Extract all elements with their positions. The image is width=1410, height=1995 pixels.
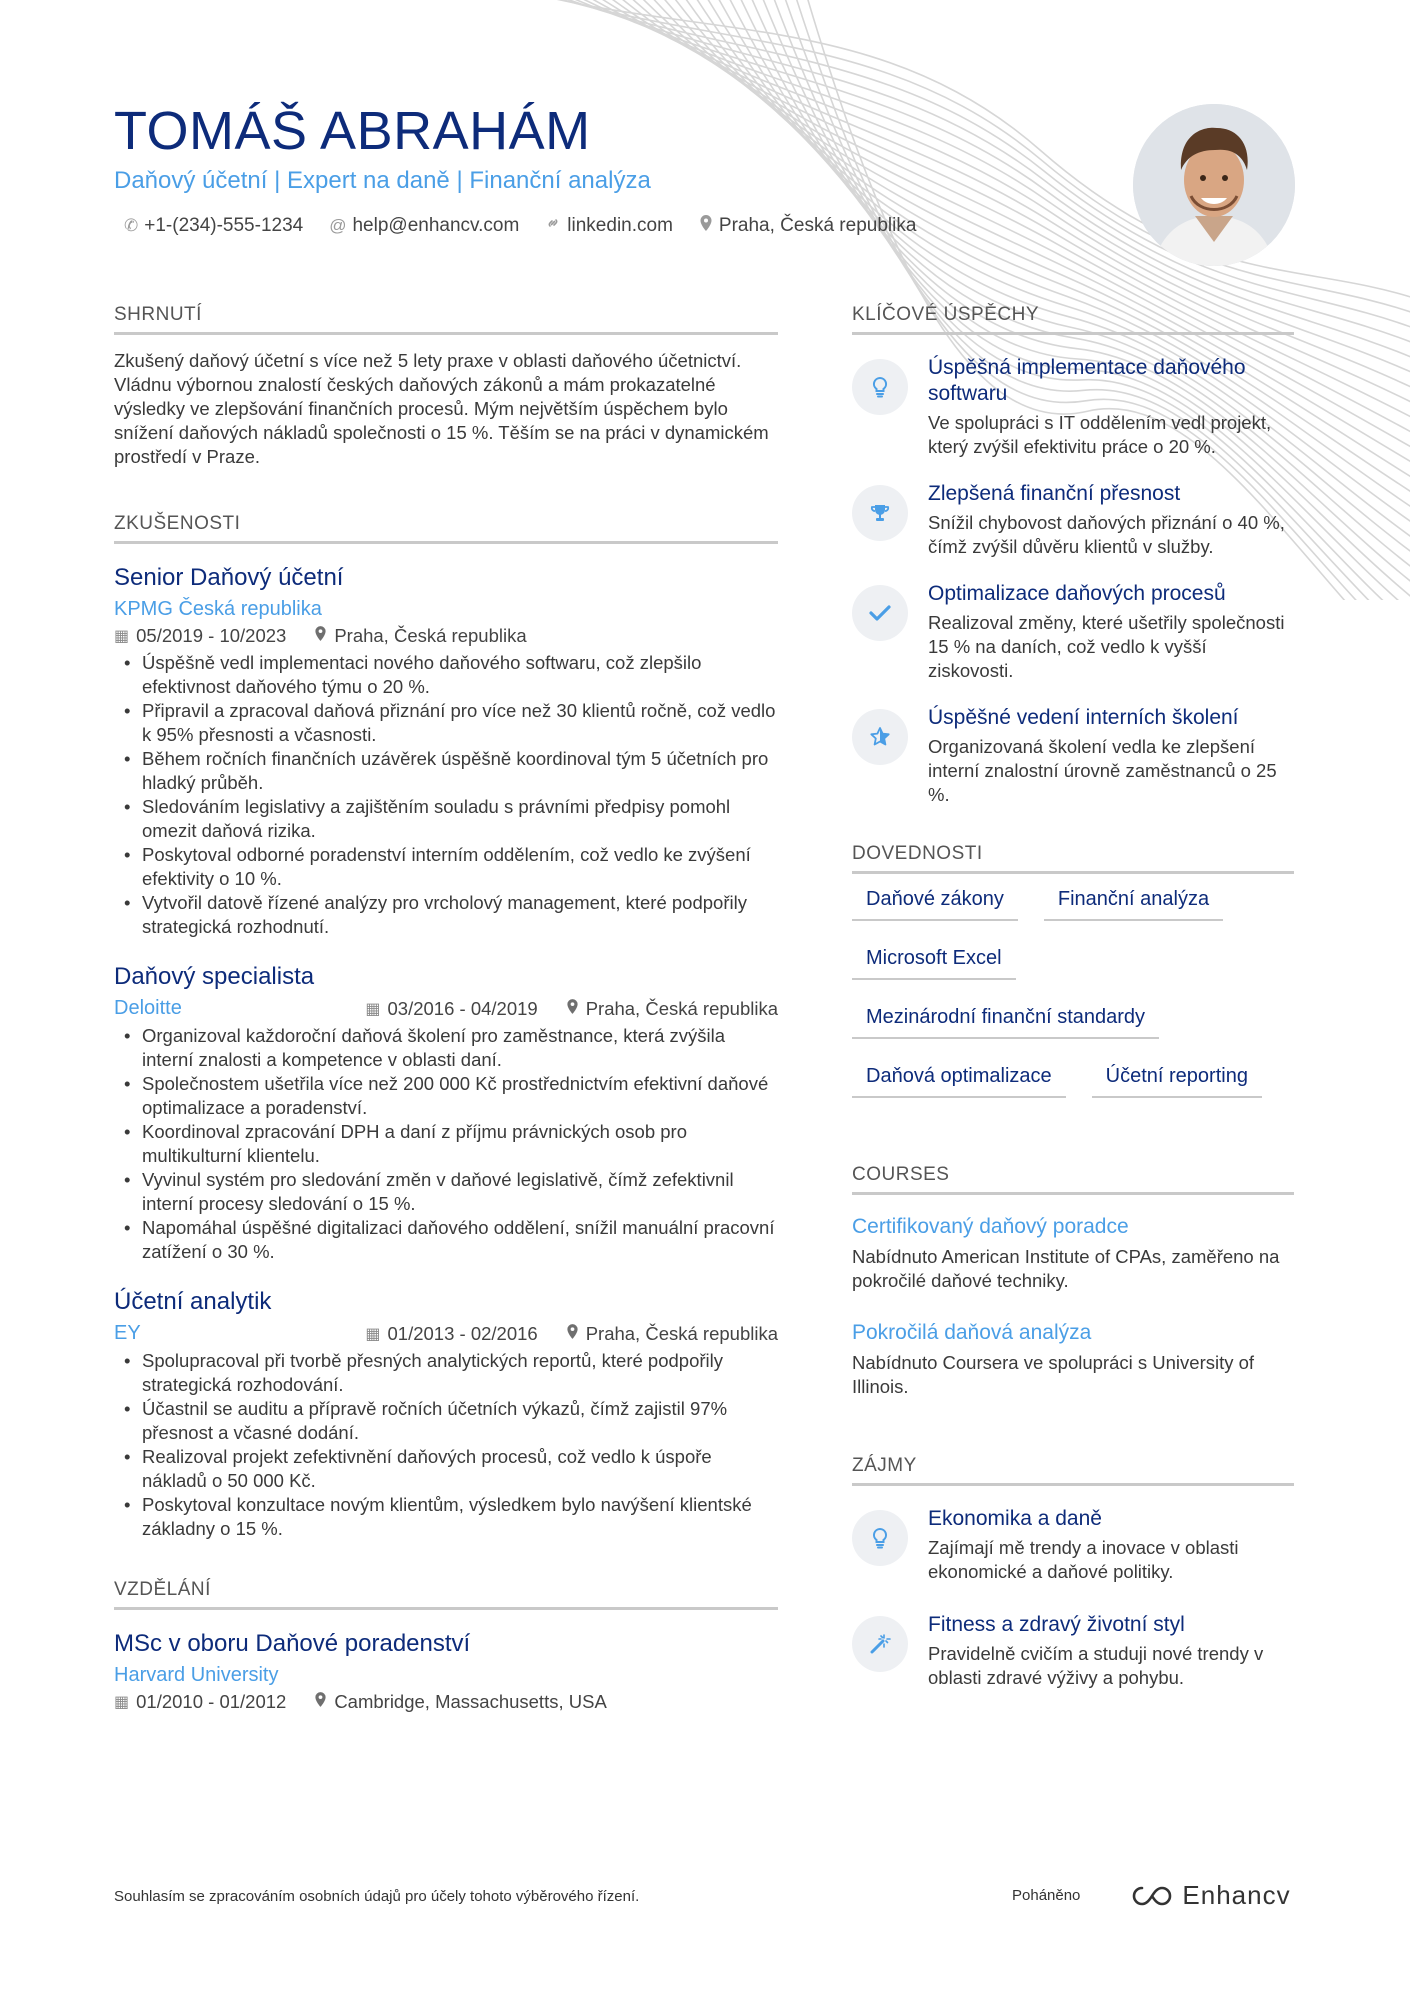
contact-location-text: Praha, Česká republika xyxy=(718,214,917,236)
phone-icon: ✆ xyxy=(124,215,139,235)
interests-heading: ZÁJMY xyxy=(852,1455,1294,1486)
courses-heading: COURSES xyxy=(852,1164,1294,1195)
job-location: Praha, Česká republika xyxy=(585,1322,778,1344)
list-item: • Poskytoval odborné poradenství interním oddělením, což vedlo ke zvýšení efektivity o 10 %. xyxy=(114,843,778,891)
contact-phone[interactable] xyxy=(124,214,303,237)
job-subheader xyxy=(114,1322,778,1345)
list-item: • Poskytoval konzultace novým klientům, výsledkem bylo navýšení klientské základny o 15 %. xyxy=(114,1493,778,1541)
job-meta xyxy=(365,998,778,1020)
degree-title: MSc v oboru Daňové poradenství xyxy=(114,1630,471,1657)
contact-email[interactable] xyxy=(329,214,519,237)
job-meta xyxy=(365,1323,778,1345)
list-item: • Napomáhal úspěšné digitalizaci daňového oddělení, snížil manuální pracovní zatížení o 30 %. xyxy=(114,1216,778,1264)
job-company: Deloitte xyxy=(114,997,182,1019)
location-pin-icon xyxy=(566,998,579,1020)
job-title: Účetní analytik xyxy=(114,1288,272,1315)
courses-section xyxy=(852,1164,1294,1399)
list-item: • Účastnil se auditu a přípravě ročních účetních výkazů, čímž zajistil 97% přesnost a včasné dodání. xyxy=(114,1397,778,1445)
job-dates: 01/2013 - 02/2016 xyxy=(387,1322,538,1344)
job-company: EY xyxy=(114,1322,141,1344)
course-item xyxy=(852,1321,1294,1399)
list-item: • Organizoval každoroční daňová školení pro zaměstnance, která zvýšila interní znalosti a kompetence v oblasti daní. xyxy=(114,1024,778,1072)
interest-text: Zajímají mě trendy a inovace v oblasti ekonomické a daňové politiky. xyxy=(928,1537,1239,1582)
calendar-icon: ▦ xyxy=(114,628,130,645)
job-dates: 05/2019 - 10/2023 xyxy=(136,625,287,646)
skill-tag: Daňová optimalizace xyxy=(852,1055,1066,1098)
list-item: • Vytvořil datově řízené analýzy pro vrcholový management, které podpořily strategická rozhodnutí. xyxy=(114,891,778,939)
achievement-title: Úspěšná implementace daňového softwaru xyxy=(928,356,1246,405)
list-item: • Koordinoval zpracování DPH a daní z příjmu právnických osob pro multikulturní klientelu. xyxy=(114,1120,778,1168)
skill-tag: Účetní reporting xyxy=(1092,1055,1262,1098)
summary-heading: SHRNUTÍ xyxy=(114,304,778,335)
skill-tag: Finanční analýza xyxy=(1044,878,1223,921)
contact-email-text: help@enhancv.com xyxy=(352,214,520,236)
education-heading: VZDĚLÁNÍ xyxy=(114,1579,778,1610)
summary-section xyxy=(114,304,778,469)
job-bullets xyxy=(114,1349,778,1541)
contact-phone-text: +1-(234)-555-1234 xyxy=(144,214,304,236)
interest-item xyxy=(852,1506,1294,1584)
location-pin-icon xyxy=(699,214,713,237)
achievement-item xyxy=(852,481,1294,559)
achievement-title: Zlepšená finanční přesnost xyxy=(928,482,1181,505)
achievement-text: Snížil chybovost daňových přiznání o 40 %, čímž zvýšil důvěru klientů v služby. xyxy=(928,512,1285,557)
summary-text: Zkušený daňový účetní s více než 5 lety praxe v oblasti daňového účetnictví. Vládnu výbornou znalostí českých daňových zákonů a mám prokazatelné výsledky ve zlepšování finančních procesů. Mým největším úspěchem bylo snížení daňových nákladů společnosti o 15 %. Těším se na práci v dynamickém prostředí v Praze. xyxy=(114,350,769,467)
course-text: Nabídnuto Coursera ve spolupráci s University of Illinois. xyxy=(852,1352,1255,1397)
school-name: Harvard University xyxy=(114,1664,279,1686)
education-section xyxy=(114,1579,778,1713)
powered-by-label: Poháněno xyxy=(1012,1887,1081,1904)
interest-text: Pravidelně cvičím a studuji nové trendy v oblasti zdravé výživy a pohybu. xyxy=(928,1643,1264,1688)
star-icon xyxy=(852,709,908,765)
job-subheader xyxy=(114,997,778,1020)
list-item: • Spolupracoval při tvorbě přesných analytických reportů, které podpořily strategická rozhodování. xyxy=(114,1349,778,1397)
at-icon: @ xyxy=(329,215,347,235)
location-pin-icon xyxy=(314,1691,327,1713)
enhancv-logo-text: Enhancv xyxy=(1182,1880,1291,1910)
profile-photo xyxy=(1133,104,1295,266)
achievement-item xyxy=(852,355,1294,459)
skill-tag: Daňové zákony xyxy=(852,878,1018,921)
experience-heading: ZKUŠENOSTI xyxy=(114,513,778,544)
skills-section xyxy=(852,843,1294,1114)
interest-item xyxy=(852,1612,1294,1690)
achievements-section xyxy=(852,304,1294,807)
skill-tag: Mezinárodní finanční standardy xyxy=(852,996,1159,1039)
lightbulb-icon xyxy=(852,359,908,415)
list-item: • Společnostem ušetřila více než 200 000 Kč prostřednictvím efektivní daňové optimalizace a poradenství. xyxy=(114,1072,778,1120)
link-icon xyxy=(545,215,561,236)
skills-heading: DOVEDNOSTI xyxy=(852,843,1294,874)
enhancv-logo[interactable] xyxy=(1130,1880,1290,1911)
interest-title: Fitness a zdravý životní styl xyxy=(928,1613,1185,1636)
calendar-icon: ▦ xyxy=(114,1694,130,1711)
job-dates: 03/2016 - 04/2019 xyxy=(387,997,538,1019)
achievement-title: Optimalizace daňových procesů xyxy=(928,582,1226,605)
powered-by xyxy=(1012,1880,1291,1911)
contact-linkedin[interactable] xyxy=(545,214,673,237)
course-title: Pokročilá daňová analýza xyxy=(852,1321,1092,1344)
contact-linkedin-text: linkedin.com xyxy=(567,214,673,236)
location-pin-icon xyxy=(566,1323,579,1345)
list-item: • Úspěšně vedl implementaci nového daňového softwaru, což zlepšilo efektivnost daňového týmu o 20 %. xyxy=(114,651,778,699)
education-location: Cambridge, Massachusetts, USA xyxy=(334,1691,607,1712)
job-location: Praha, Česká republika xyxy=(334,625,527,646)
education-meta xyxy=(114,1691,778,1713)
course-text: Nabídnuto American Institute of CPAs, zaměřeno na pokročilé daňové techniky. xyxy=(852,1246,1280,1291)
candidate-title: Daňový účetní | Expert na daně | Finanční analýza xyxy=(114,167,651,194)
job-title: Daňový specialista xyxy=(114,963,315,990)
achievement-title: Úspěšné vedení interních školení xyxy=(928,706,1239,729)
location-pin-icon xyxy=(314,625,327,647)
job-location: Praha, Česká republika xyxy=(585,997,778,1019)
achievement-item xyxy=(852,581,1294,683)
contact-bar xyxy=(124,214,942,237)
interest-title: Ekonomika a daně xyxy=(928,1507,1102,1530)
magic-wand-icon xyxy=(852,1616,908,1672)
job-entry xyxy=(114,564,778,939)
achievement-text: Realizoval změny, které ušetřily společnosti 15 % na daních, což vedlo k vyšší ziskovosti. xyxy=(928,612,1285,681)
skill-tag: Microsoft Excel xyxy=(852,937,1016,980)
list-item: • Realizoval projekt zefektivnění daňových procesů, což vedlo k úspoře nákladů o 50 000 Kč. xyxy=(114,1445,778,1493)
course-title: Certifikovaný daňový poradce xyxy=(852,1215,1129,1238)
job-company: KPMG Česká republika xyxy=(114,598,322,620)
enhancv-logo-icon xyxy=(1130,1884,1174,1908)
job-entry xyxy=(114,1288,778,1541)
list-item: • Vyvinul systém pro sledování změn v daňové legislativě, čímž zefektivnil interní procesy sledování o 15 %. xyxy=(114,1168,778,1216)
course-item xyxy=(852,1215,1294,1293)
checkmark-icon xyxy=(852,585,908,641)
right-column xyxy=(852,304,1294,1712)
trophy-icon xyxy=(852,485,908,541)
experience-section xyxy=(114,513,778,1541)
achievements-heading: KLÍČOVÉ ÚSPĚCHY xyxy=(852,304,1294,335)
list-item: • Připravil a zpracoval daňová přiznání pro více než 30 klientů ročně, což vedlo k 95% přesnosti a včasnosti. xyxy=(114,699,778,747)
left-column xyxy=(114,304,778,1713)
contact-location xyxy=(699,214,917,237)
education-dates: 01/2010 - 01/2012 xyxy=(136,1691,287,1712)
consent-statement: Souhlasím se zpracováním osobních údajů pro účely tohoto výběrového řízení. xyxy=(114,1888,640,1905)
job-entry xyxy=(114,963,778,1264)
job-meta xyxy=(114,625,778,647)
achievement-text: Organizovaná školení vedla ke zlepšení interní znalostní úrovně zaměstnanců o 25 %. xyxy=(928,736,1277,805)
achievement-item xyxy=(852,705,1294,807)
list-item: • Sledováním legislativy a zajištěním souladu s právními předpisy pomohl omezit daňová rizika. xyxy=(114,795,778,843)
lightbulb-icon xyxy=(852,1510,908,1566)
interests-section xyxy=(852,1455,1294,1690)
calendar-icon: ▦ xyxy=(365,1325,381,1343)
job-bullets xyxy=(114,651,778,939)
calendar-icon: ▦ xyxy=(365,1000,381,1018)
job-bullets xyxy=(114,1024,778,1264)
list-item: • Během ročních finančních uzávěrek úspěšně koordinoval tým 5 účetních pro hladký průběh. xyxy=(114,747,778,795)
skills-list xyxy=(852,878,1294,1114)
candidate-name: TOMÁŠ ABRAHÁM xyxy=(114,101,591,161)
achievement-text: Ve spolupráci s IT oddělením vedl projekt, který zvýšil efektivitu práce o 20 %. xyxy=(928,412,1272,457)
job-title: Senior Daňový účetní xyxy=(114,564,344,591)
